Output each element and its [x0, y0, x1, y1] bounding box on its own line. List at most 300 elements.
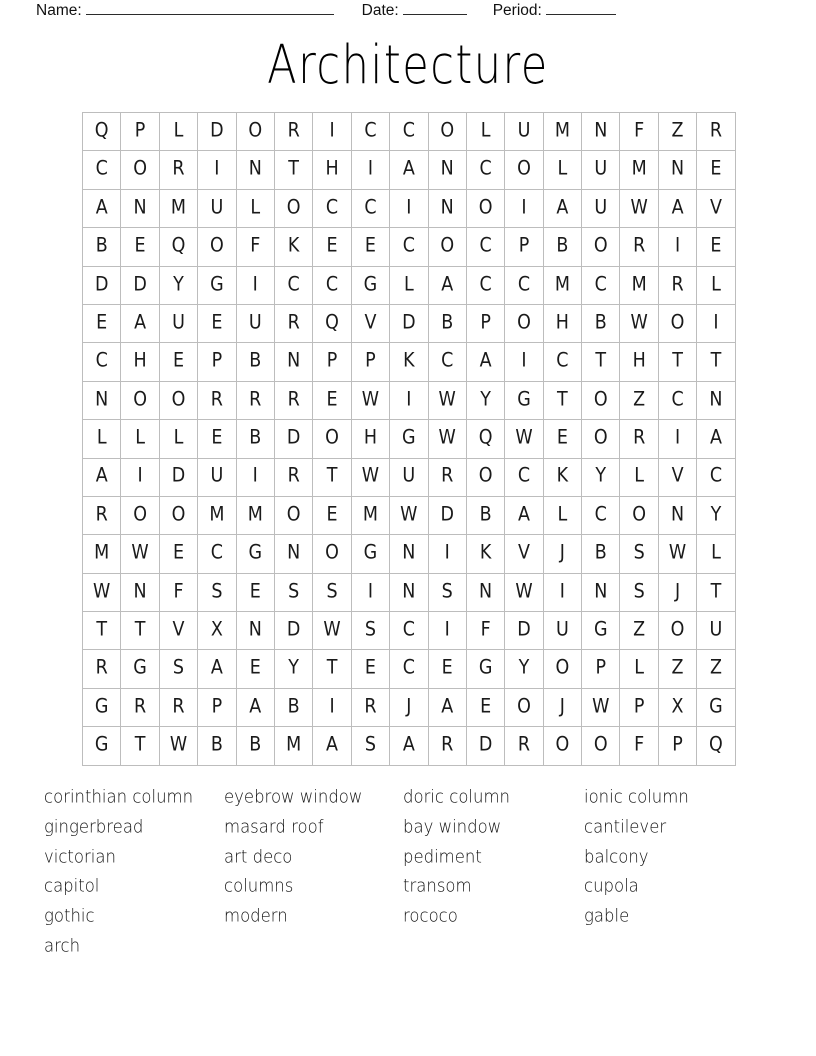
- grid-cell[interactable]: [198, 574, 236, 612]
- grid-cell[interactable]: [237, 420, 275, 458]
- grid-cell[interactable]: [544, 689, 582, 727]
- grid-cell[interactable]: [582, 113, 620, 151]
- grid-cell[interactable]: [352, 535, 390, 573]
- grid-cell[interactable]: [121, 459, 159, 497]
- grid-cell[interactable]: [429, 228, 467, 266]
- grid-cell[interactable]: [390, 151, 428, 189]
- grid-cell[interactable]: [160, 382, 198, 420]
- grid-cell[interactable]: [697, 343, 735, 381]
- word-list-item[interactable]: victorian: [44, 845, 116, 867]
- word-list-item[interactable]: ionic column: [584, 786, 689, 807]
- grid-cell[interactable]: [83, 689, 121, 727]
- grid-cell[interactable]: [160, 113, 198, 151]
- grid-cell[interactable]: [582, 228, 620, 266]
- grid-cell[interactable]: [544, 420, 582, 458]
- grid-cell[interactable]: [83, 420, 121, 458]
- grid-cell[interactable]: [429, 612, 467, 650]
- grid-cell[interactable]: [697, 689, 735, 727]
- grid-cell[interactable]: [160, 535, 198, 573]
- grid-cell[interactable]: [467, 305, 505, 343]
- grid-cell[interactable]: [83, 305, 121, 343]
- word-search-grid[interactable]: [82, 112, 736, 766]
- grid-cell[interactable]: [313, 727, 351, 765]
- grid-cell[interactable]: [659, 727, 697, 765]
- word-list-item[interactable]: rococo: [403, 905, 458, 926]
- grid-cell[interactable]: [659, 305, 697, 343]
- grid-cell[interactable]: [467, 113, 505, 151]
- grid-cell[interactable]: [275, 113, 313, 151]
- grid-cell[interactable]: [198, 497, 236, 535]
- grid-cell[interactable]: [697, 267, 735, 305]
- grid-cell[interactable]: [121, 305, 159, 343]
- grid-cell[interactable]: [429, 305, 467, 343]
- grid-cell[interactable]: [659, 650, 697, 688]
- grid-cell[interactable]: [544, 267, 582, 305]
- grid-cell[interactable]: [275, 459, 313, 497]
- grid-cell[interactable]: [467, 459, 505, 497]
- grid-cell[interactable]: [505, 305, 543, 343]
- grid-cell[interactable]: [505, 535, 543, 573]
- word-list-item[interactable]: balcony: [584, 845, 649, 867]
- grid-cell[interactable]: [313, 343, 351, 381]
- grid-cell[interactable]: [429, 267, 467, 305]
- grid-cell[interactable]: [620, 574, 658, 612]
- grid-cell[interactable]: [544, 574, 582, 612]
- grid-cell[interactable]: [505, 420, 543, 458]
- grid-cell[interactable]: [352, 190, 390, 228]
- grid-cell[interactable]: [659, 228, 697, 266]
- grid-cell[interactable]: [390, 459, 428, 497]
- grid-cell[interactable]: [83, 497, 121, 535]
- grid-cell[interactable]: [160, 612, 198, 650]
- grid-cell[interactable]: [505, 689, 543, 727]
- grid-cell[interactable]: [659, 459, 697, 497]
- word-list-item[interactable]: modern: [224, 905, 288, 926]
- grid-cell[interactable]: [582, 689, 620, 727]
- grid-cell[interactable]: [121, 727, 159, 765]
- grid-cell[interactable]: [544, 382, 582, 420]
- grid-cell[interactable]: [429, 650, 467, 688]
- grid-cell[interactable]: [237, 267, 275, 305]
- grid-cell[interactable]: [198, 151, 236, 189]
- grid-cell[interactable]: [237, 305, 275, 343]
- grid-cell[interactable]: [582, 574, 620, 612]
- grid-cell[interactable]: [313, 420, 351, 458]
- grid-cell[interactable]: [544, 228, 582, 266]
- date-field[interactable]: [362, 0, 467, 21]
- grid-cell[interactable]: [544, 305, 582, 343]
- grid-cell[interactable]: [313, 612, 351, 650]
- grid-cell[interactable]: [697, 151, 735, 189]
- word-list-item[interactable]: gothic: [44, 905, 95, 926]
- word-list-item[interactable]: gable: [584, 905, 630, 926]
- grid-cell[interactable]: [582, 420, 620, 458]
- grid-cell[interactable]: [544, 650, 582, 688]
- grid-cell[interactable]: [198, 305, 236, 343]
- grid-cell[interactable]: [659, 420, 697, 458]
- grid-cell[interactable]: [467, 151, 505, 189]
- date-blank-line[interactable]: [403, 0, 467, 15]
- grid-cell[interactable]: [697, 612, 735, 650]
- grid-cell[interactable]: [505, 727, 543, 765]
- grid-cell[interactable]: [83, 650, 121, 688]
- grid-cell[interactable]: [505, 574, 543, 612]
- grid-cell[interactable]: [275, 382, 313, 420]
- grid-cell[interactable]: [505, 459, 543, 497]
- grid-cell[interactable]: [121, 535, 159, 573]
- grid-cell[interactable]: [390, 343, 428, 381]
- word-list-item[interactable]: gingerbread: [44, 816, 144, 837]
- grid-cell[interactable]: [313, 689, 351, 727]
- grid-cell[interactable]: [429, 420, 467, 458]
- grid-cell[interactable]: [313, 535, 351, 573]
- grid-cell[interactable]: [198, 612, 236, 650]
- grid-cell[interactable]: [620, 535, 658, 573]
- grid-cell[interactable]: [505, 343, 543, 381]
- grid-cell[interactable]: [390, 650, 428, 688]
- grid-cell[interactable]: [121, 267, 159, 305]
- grid-cell[interactable]: [83, 727, 121, 765]
- grid-cell[interactable]: [83, 382, 121, 420]
- grid-cell[interactable]: [659, 382, 697, 420]
- grid-cell[interactable]: [544, 535, 582, 573]
- grid-cell[interactable]: [237, 650, 275, 688]
- grid-cell[interactable]: [429, 535, 467, 573]
- grid-cell[interactable]: [275, 650, 313, 688]
- word-list-item[interactable]: eyebrow window: [224, 786, 363, 807]
- word-list-item[interactable]: masard roof: [224, 816, 324, 837]
- grid-cell[interactable]: [352, 459, 390, 497]
- grid-cell[interactable]: [121, 689, 159, 727]
- grid-cell[interactable]: [160, 267, 198, 305]
- grid-cell[interactable]: [659, 612, 697, 650]
- grid-cell[interactable]: [352, 574, 390, 612]
- grid-cell[interactable]: [237, 113, 275, 151]
- grid-cell[interactable]: [505, 382, 543, 420]
- grid-cell[interactable]: [198, 727, 236, 765]
- grid-cell[interactable]: [620, 650, 658, 688]
- grid-cell[interactable]: [121, 343, 159, 381]
- grid-cell[interactable]: [275, 228, 313, 266]
- grid-cell[interactable]: [505, 497, 543, 535]
- grid-cell[interactable]: [83, 459, 121, 497]
- word-list-item[interactable]: arch: [44, 935, 81, 956]
- grid-cell[interactable]: [160, 343, 198, 381]
- grid-cell[interactable]: [237, 535, 275, 573]
- grid-cell[interactable]: [275, 343, 313, 381]
- grid-cell[interactable]: [697, 228, 735, 266]
- grid-cell[interactable]: [198, 689, 236, 727]
- grid-cell[interactable]: [275, 190, 313, 228]
- grid-cell[interactable]: [121, 190, 159, 228]
- grid-cell[interactable]: [121, 497, 159, 535]
- grid-cell[interactable]: [352, 305, 390, 343]
- grid-cell[interactable]: [582, 343, 620, 381]
- grid-cell[interactable]: [505, 267, 543, 305]
- grid-cell[interactable]: [582, 382, 620, 420]
- grid-cell[interactable]: [544, 113, 582, 151]
- grid-cell[interactable]: [620, 343, 658, 381]
- grid-cell[interactable]: [121, 151, 159, 189]
- grid-cell[interactable]: [352, 497, 390, 535]
- grid-cell[interactable]: [313, 382, 351, 420]
- grid-cell[interactable]: [620, 267, 658, 305]
- grid-cell[interactable]: [83, 343, 121, 381]
- grid-cell[interactable]: [659, 497, 697, 535]
- grid-cell[interactable]: [620, 497, 658, 535]
- grid-cell[interactable]: [659, 574, 697, 612]
- grid-cell[interactable]: [467, 343, 505, 381]
- grid-cell[interactable]: [467, 574, 505, 612]
- word-list-item[interactable]: transom: [403, 875, 472, 896]
- grid-cell[interactable]: [505, 650, 543, 688]
- grid-cell[interactable]: [275, 151, 313, 189]
- grid-cell[interactable]: [697, 113, 735, 151]
- grid-cell[interactable]: [697, 650, 735, 688]
- grid-cell[interactable]: [582, 727, 620, 765]
- grid-cell[interactable]: [467, 267, 505, 305]
- grid-cell[interactable]: [390, 228, 428, 266]
- grid-cell[interactable]: [505, 151, 543, 189]
- grid-cell[interactable]: [83, 113, 121, 151]
- grid-cell[interactable]: [83, 228, 121, 266]
- grid-cell[interactable]: [313, 151, 351, 189]
- grid-cell[interactable]: [659, 343, 697, 381]
- word-list-item[interactable]: corinthian column: [44, 786, 194, 807]
- grid-cell[interactable]: [620, 382, 658, 420]
- grid-cell[interactable]: [275, 305, 313, 343]
- name-blank-line[interactable]: [86, 0, 334, 15]
- grid-cell[interactable]: [313, 228, 351, 266]
- grid-cell[interactable]: [582, 267, 620, 305]
- grid-cell[interactable]: [544, 151, 582, 189]
- grid-cell[interactable]: [160, 574, 198, 612]
- grid-cell[interactable]: [505, 190, 543, 228]
- grid-cell[interactable]: [429, 382, 467, 420]
- grid-cell[interactable]: [429, 497, 467, 535]
- word-list-item[interactable]: doric column: [403, 786, 510, 807]
- grid-cell[interactable]: [237, 382, 275, 420]
- word-list-item[interactable]: cupola: [584, 875, 639, 896]
- grid-cell[interactable]: [237, 574, 275, 612]
- grid-cell[interactable]: [544, 612, 582, 650]
- grid-cell[interactable]: [275, 612, 313, 650]
- grid-cell[interactable]: [160, 228, 198, 266]
- grid-cell[interactable]: [237, 689, 275, 727]
- grid-cell[interactable]: [620, 305, 658, 343]
- grid-cell[interactable]: [237, 151, 275, 189]
- grid-cell[interactable]: [620, 151, 658, 189]
- grid-cell[interactable]: [390, 190, 428, 228]
- grid-cell[interactable]: [160, 650, 198, 688]
- grid-cell[interactable]: [83, 535, 121, 573]
- grid-cell[interactable]: [620, 113, 658, 151]
- grid-cell[interactable]: [275, 535, 313, 573]
- grid-cell[interactable]: [160, 151, 198, 189]
- grid-cell[interactable]: [121, 612, 159, 650]
- grid-cell[interactable]: [467, 420, 505, 458]
- grid-cell[interactable]: [544, 459, 582, 497]
- grid-cell[interactable]: [697, 305, 735, 343]
- grid-cell[interactable]: [582, 151, 620, 189]
- grid-cell[interactable]: [198, 267, 236, 305]
- grid-cell[interactable]: [198, 113, 236, 151]
- grid-cell[interactable]: [352, 727, 390, 765]
- word-list-item[interactable]: bay window: [403, 816, 502, 837]
- grid-cell[interactable]: [467, 382, 505, 420]
- grid-cell[interactable]: [582, 305, 620, 343]
- grid-cell[interactable]: [505, 113, 543, 151]
- grid-cell[interactable]: [352, 113, 390, 151]
- grid-cell[interactable]: [467, 689, 505, 727]
- grid-cell[interactable]: [352, 382, 390, 420]
- grid-cell[interactable]: [237, 343, 275, 381]
- grid-cell[interactable]: [390, 574, 428, 612]
- grid-cell[interactable]: [620, 727, 658, 765]
- grid-cell[interactable]: [620, 689, 658, 727]
- grid-cell[interactable]: [429, 113, 467, 151]
- grid-cell[interactable]: [237, 497, 275, 535]
- grid-cell[interactable]: [659, 267, 697, 305]
- grid-cell[interactable]: [467, 497, 505, 535]
- grid-cell[interactable]: [313, 650, 351, 688]
- grid-cell[interactable]: [313, 305, 351, 343]
- grid-cell[interactable]: [620, 420, 658, 458]
- grid-cell[interactable]: [697, 459, 735, 497]
- grid-cell[interactable]: [237, 727, 275, 765]
- grid-cell[interactable]: [582, 190, 620, 228]
- grid-cell[interactable]: [390, 535, 428, 573]
- grid-cell[interactable]: [352, 151, 390, 189]
- grid-cell[interactable]: [275, 727, 313, 765]
- grid-cell[interactable]: [429, 343, 467, 381]
- grid-cell[interactable]: [160, 497, 198, 535]
- grid-cell[interactable]: [544, 727, 582, 765]
- grid-cell[interactable]: [544, 190, 582, 228]
- grid-cell[interactable]: [83, 267, 121, 305]
- grid-cell[interactable]: [198, 190, 236, 228]
- grid-cell[interactable]: [467, 228, 505, 266]
- grid-cell[interactable]: [659, 151, 697, 189]
- grid-cell[interactable]: [160, 420, 198, 458]
- grid-cell[interactable]: [352, 689, 390, 727]
- grid-cell[interactable]: [582, 650, 620, 688]
- word-list-item[interactable]: cantilever: [584, 816, 667, 837]
- grid-cell[interactable]: [390, 113, 428, 151]
- name-field[interactable]: [36, 0, 334, 21]
- grid-cell[interactable]: [505, 612, 543, 650]
- grid-cell[interactable]: [659, 113, 697, 151]
- grid-cell[interactable]: [697, 420, 735, 458]
- grid-cell[interactable]: [505, 228, 543, 266]
- grid-cell[interactable]: [121, 228, 159, 266]
- grid-cell[interactable]: [352, 267, 390, 305]
- grid-cell[interactable]: [313, 190, 351, 228]
- grid-cell[interactable]: [620, 228, 658, 266]
- grid-cell[interactable]: [121, 382, 159, 420]
- grid-cell[interactable]: [275, 420, 313, 458]
- grid-cell[interactable]: [237, 612, 275, 650]
- grid-cell[interactable]: [352, 612, 390, 650]
- grid-cell[interactable]: [659, 689, 697, 727]
- grid-cell[interactable]: [275, 267, 313, 305]
- grid-cell[interactable]: [275, 574, 313, 612]
- word-list-item[interactable]: capitol: [44, 875, 100, 896]
- grid-cell[interactable]: [83, 151, 121, 189]
- grid-cell[interactable]: [83, 190, 121, 228]
- grid-cell[interactable]: [352, 343, 390, 381]
- grid-cell[interactable]: [390, 689, 428, 727]
- grid-cell[interactable]: [467, 535, 505, 573]
- grid-cell[interactable]: [544, 497, 582, 535]
- grid-cell[interactable]: [467, 190, 505, 228]
- grid-cell[interactable]: [620, 459, 658, 497]
- grid-cell[interactable]: [160, 190, 198, 228]
- grid-cell[interactable]: [198, 650, 236, 688]
- grid-cell[interactable]: [121, 574, 159, 612]
- grid-cell[interactable]: [697, 190, 735, 228]
- grid-cell[interactable]: [198, 420, 236, 458]
- grid-cell[interactable]: [275, 497, 313, 535]
- grid-cell[interactable]: [313, 574, 351, 612]
- grid-cell[interactable]: [582, 497, 620, 535]
- grid-cell[interactable]: [467, 650, 505, 688]
- grid-cell[interactable]: [390, 727, 428, 765]
- grid-cell[interactable]: [582, 535, 620, 573]
- grid-cell[interactable]: [429, 727, 467, 765]
- grid-cell[interactable]: [582, 612, 620, 650]
- grid-cell[interactable]: [659, 190, 697, 228]
- grid-cell[interactable]: [429, 190, 467, 228]
- grid-cell[interactable]: [83, 574, 121, 612]
- grid-cell[interactable]: [697, 535, 735, 573]
- grid-cell[interactable]: [198, 228, 236, 266]
- grid-cell[interactable]: [697, 574, 735, 612]
- grid-cell[interactable]: [160, 459, 198, 497]
- grid-cell[interactable]: [429, 689, 467, 727]
- grid-cell[interactable]: [198, 382, 236, 420]
- grid-cell[interactable]: [352, 420, 390, 458]
- grid-cell[interactable]: [620, 190, 658, 228]
- grid-cell[interactable]: [160, 727, 198, 765]
- grid-cell[interactable]: [198, 459, 236, 497]
- grid-cell[interactable]: [429, 574, 467, 612]
- word-list-item[interactable]: art deco: [224, 845, 293, 867]
- grid-cell[interactable]: [121, 650, 159, 688]
- grid-cell[interactable]: [390, 382, 428, 420]
- grid-cell[interactable]: [313, 497, 351, 535]
- grid-cell[interactable]: [390, 612, 428, 650]
- grid-cell[interactable]: [198, 343, 236, 381]
- grid-cell[interactable]: [697, 497, 735, 535]
- grid-cell[interactable]: [697, 727, 735, 765]
- grid-cell[interactable]: [83, 612, 121, 650]
- grid-cell[interactable]: [697, 382, 735, 420]
- grid-cell[interactable]: [429, 151, 467, 189]
- grid-cell[interactable]: [160, 689, 198, 727]
- grid-cell[interactable]: [352, 228, 390, 266]
- grid-cell[interactable]: [582, 459, 620, 497]
- grid-cell[interactable]: [313, 459, 351, 497]
- period-field[interactable]: [493, 0, 616, 21]
- grid-cell[interactable]: [313, 113, 351, 151]
- grid-cell[interactable]: [659, 535, 697, 573]
- grid-cell[interactable]: [121, 113, 159, 151]
- period-blank-line[interactable]: [546, 0, 616, 15]
- grid-cell[interactable]: [544, 343, 582, 381]
- grid-cell[interactable]: [390, 420, 428, 458]
- grid-cell[interactable]: [275, 689, 313, 727]
